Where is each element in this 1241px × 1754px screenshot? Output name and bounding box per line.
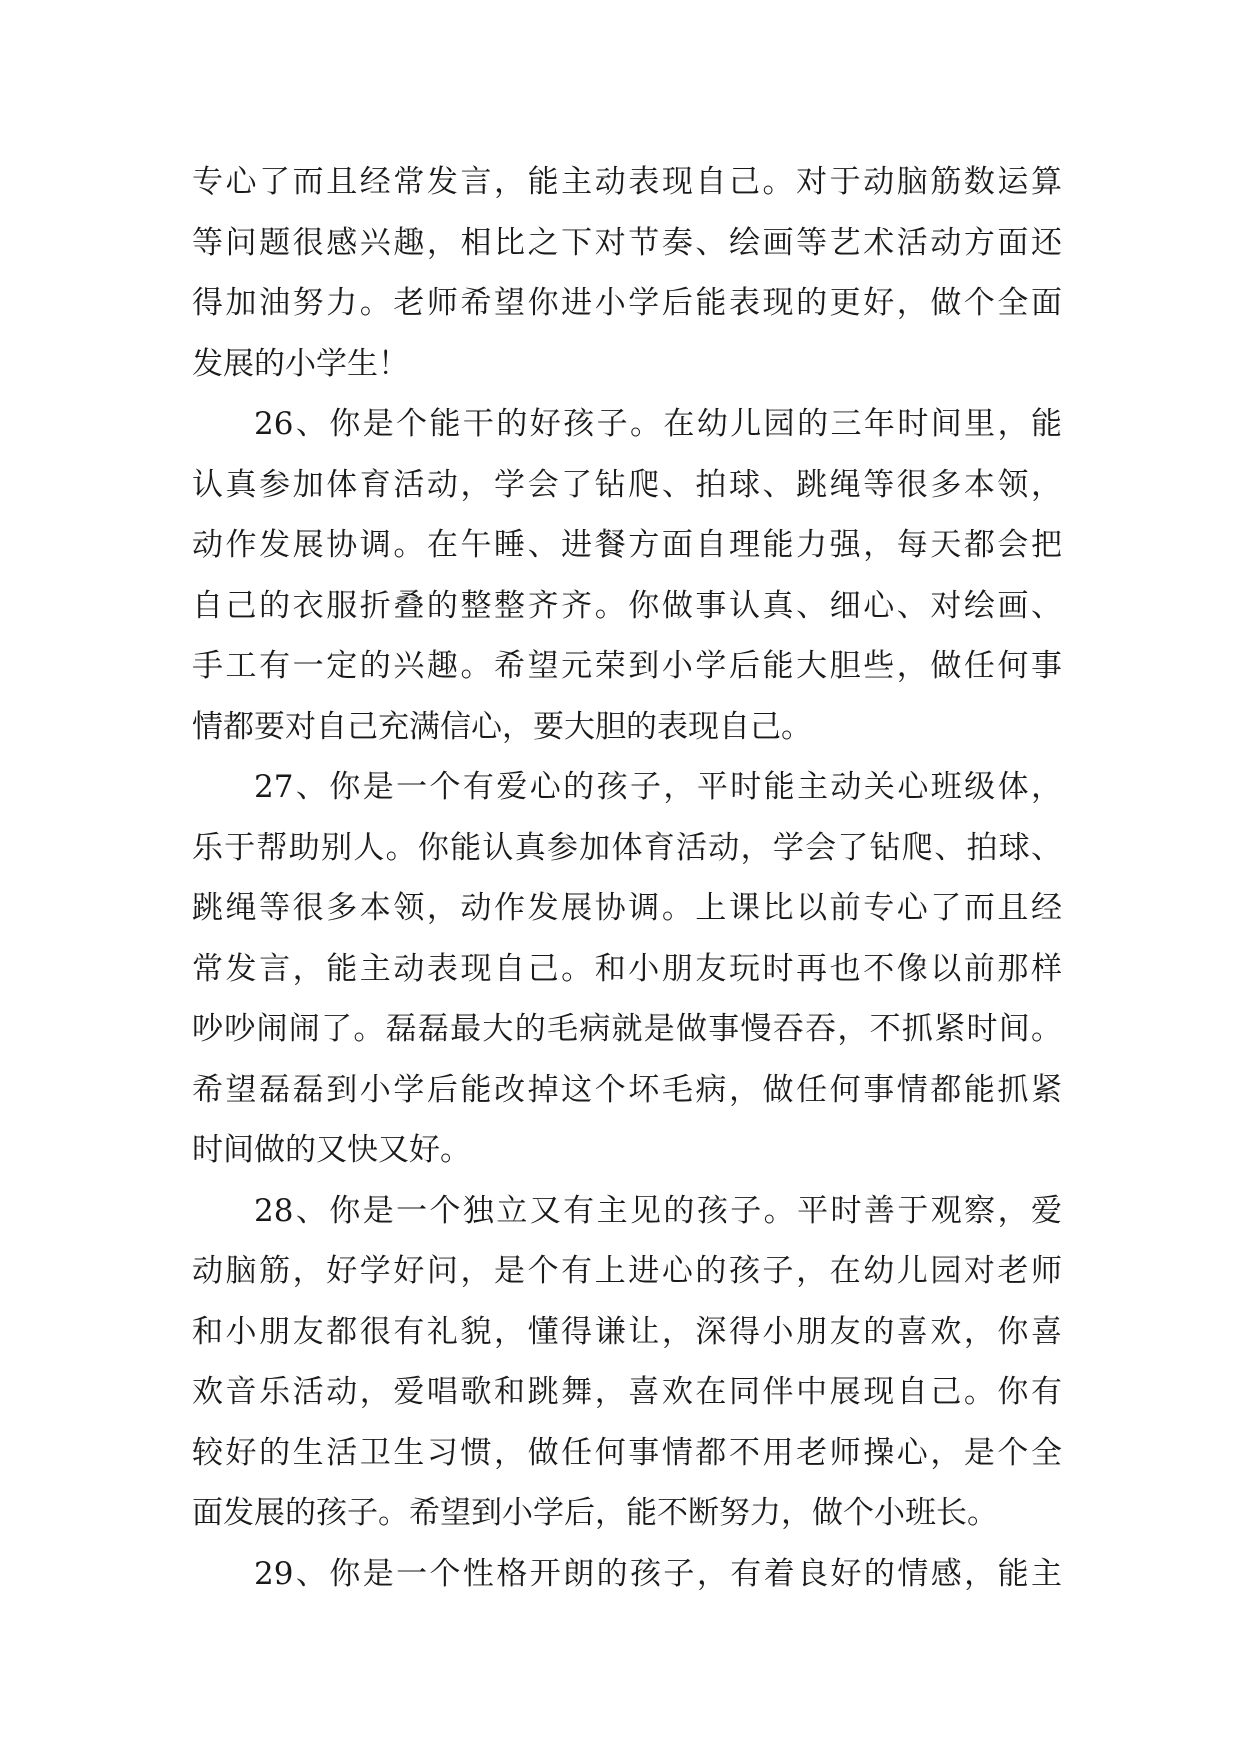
text-line: 较好的生活卫生习惯，做任何事情都不用老师操心，是个全 (192, 1434, 1062, 1471)
text-line: 认真参加体育活动，学会了钻爬、拍球、跳绳等很多本领， (192, 466, 1062, 503)
text-line: 自己的衣服折叠的整整齐齐。你做事认真、细心、对绘画、 (192, 587, 1062, 624)
text-line: 吵吵闹闹了。磊磊最大的毛病就是做事慢吞吞，不抓紧时间。 (192, 1011, 1062, 1047)
text-line: 常发言，能主动表现自己。和小朋友玩时再也不像以前那样 (192, 950, 1062, 987)
text-line: 时间做的又快又好。 (192, 1132, 471, 1168)
text-line: 26、你是个能干的好孩子。在幼儿园的三年时间里，能 (254, 406, 1062, 442)
text-line: 29、你是一个性格开朗的孩子，有着良好的情感，能主 (254, 1555, 1062, 1592)
text-line: 专心了而且经常发言，能主动表现自己。对于动脑筋数运算 (192, 164, 1062, 200)
text-line: 欢音乐活动，爱唱歌和跳舞，喜欢在同伴中展现自己。你有 (192, 1374, 1062, 1410)
text-line: 等问题很感兴趣，相比之下对节奏、绘画等艺术活动方面还 (192, 224, 1062, 261)
document-body (192, 152, 1062, 1604)
text-line: 跳绳等很多本领，动作发展协调。上课比以前专心了而且经 (192, 890, 1062, 926)
text-line: 动作发展协调。在午睡、进餐方面自理能力强，每天都会把 (192, 527, 1062, 563)
text-line: 得加油努力。老师希望你进小学后能表现的更好，做个全面 (192, 285, 1062, 321)
text-line: 动脑筋，好学好问，是个有上进心的孩子，在幼儿园对老师 (192, 1253, 1062, 1289)
text-line: 27、你是一个有爱心的孩子，平时能主动关心班级体， (254, 769, 1062, 805)
text-line: 希望磊磊到小学后能改掉这个坏毛病，做任何事情都能抓紧 (192, 1071, 1062, 1108)
text-line: 和小朋友都很有礼貌，懂得谦让，深得小朋友的喜欢，你喜 (192, 1313, 1062, 1350)
text-line: 28、你是一个独立又有主见的孩子。平时善于观察，爱 (254, 1192, 1062, 1229)
text-line: 乐于帮助别人。你能认真参加体育活动，学会了钻爬、拍球、 (192, 829, 1062, 866)
text-line: 面发展的孩子。希望到小学后，能不断努力，做个小班长。 (192, 1495, 998, 1531)
text-line: 手工有一定的兴趣。希望元荣到小学后能大胆些，做任何事 (192, 648, 1062, 684)
text-line: 发展的小学生！ (192, 345, 409, 382)
text-line: 情都要对自己充满信心，要大胆的表现自己。 (192, 708, 812, 745)
